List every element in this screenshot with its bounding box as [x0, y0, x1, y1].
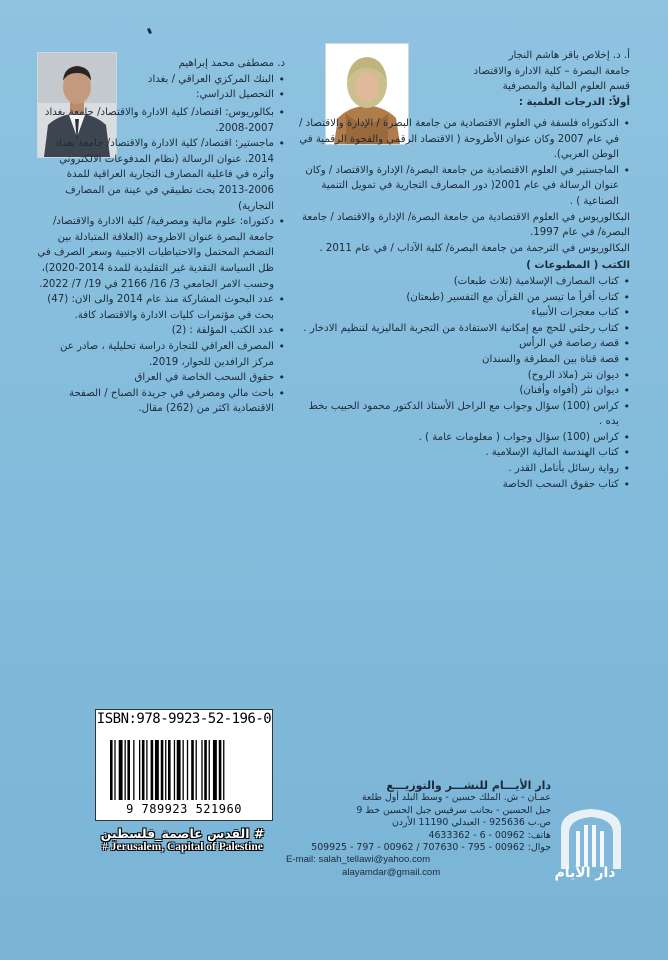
author-left-master: • ماجستير: اقتصاد/ كلية الادارة والاقتصاد/ جامعة بغداد 2014. عنوان الرسالة (نظام المدفوعات الالكتروني وأثره في فاعلية المصارف التجارية العراقية للمدة 2006-2013 بحث تطبيقي في عينة من المصارف التجارية)	[36, 136, 285, 214]
publisher-address-2: جبل الحسين - بجانب سرفيس جبل الحسين خط 9	[356, 804, 551, 816]
barcode-bar	[174, 740, 175, 800]
barcode-bar	[201, 740, 202, 800]
barcode-bar	[168, 740, 171, 800]
list-item: • كتاب أقرأ ما تيسر من القرآن مع التفسير (طبعتان)	[296, 290, 630, 306]
publisher-email-1: salah_tellawi@yahoo.com	[318, 854, 431, 866]
barcode-bar	[219, 740, 222, 800]
author-left-education-heading: • التحصيل الدراسي:	[120, 87, 285, 103]
isbn-label: ISBN:978-9923-52-196-0	[96, 711, 272, 727]
author-left-workplace: • البنك المركزي العراقي / بغداد	[120, 72, 285, 88]
author-right-phd: • الدكتوراه فلسفة في العلوم الاقتصادية من جامعة البصرة / الإدارة والاقتصاد / في عام 2007 وكان عنوان الأطروحة ( الاقتصاد الرقمي والفجوة الرقمية في الوطن العربي).	[296, 116, 630, 163]
publisher-name: دار الأيـــام للنشـــر والتوزيـــع	[386, 779, 551, 792]
barcode-bar	[146, 740, 147, 800]
author-right-bio	[412, 48, 630, 110]
publisher-email-2: alayamdar@gmail.com	[342, 866, 441, 878]
author-left-books-count: • عدد الكتب المؤلفة : (2)	[36, 323, 285, 339]
barcode-bar	[127, 740, 130, 800]
publisher-info	[286, 780, 551, 879]
publisher-phone: هاتف: 00962 - 6 - 4633362	[428, 829, 551, 841]
list-item: • قصة رصاصة في الرأس	[296, 336, 630, 352]
email-label: E-mail:	[286, 854, 316, 866]
list-item: • قصة قناة بين المطرقة والسندان	[296, 352, 630, 368]
list-item: • كتاب رحلتي للحج مع إمكانية الاستفادة من التجربة الماليزية لتنظيم الادخار .	[296, 321, 630, 337]
barcode-bar	[165, 740, 166, 800]
barcode-bar	[177, 740, 181, 800]
publisher-pobox: ص.ب 925636 - العبدلي 11190 الأردن	[391, 817, 551, 829]
list-item: • كراس (100) سؤال وجواب ( معلومات عامة ) .	[296, 430, 630, 446]
author-left-research: • عدد البحوث المشاركة منذ عام 2014 والى الان: (47) بحث في مؤتمرات كليات الادارة والاقتصاد كافة.	[36, 292, 285, 323]
barcode-bar	[151, 740, 154, 800]
author-right-books-list	[296, 274, 630, 492]
list-item: • كتاب المصارف الإسلامية (ثلاث طبعات)	[296, 274, 630, 290]
author-right-bachelor-econ: البكالوريوس في العلوم الاقتصادية من جامعة البصرة/ الإدارة والاقتصاد / جامعة البصرة/ في عام 1997.	[301, 211, 630, 239]
author-right-master: • الماجستير في العلوم الاقتصادية من جامعة البصرة/ الإدارة والاقتصاد / وكان عنوان الرسالة في عام 2001( دور المصارف التجارية في تمويل التنمية الصناعية ) .	[296, 163, 630, 210]
barcode-bar	[191, 740, 194, 800]
barcode-bar	[183, 740, 184, 800]
author-right-books-heading: الكتب ( المطبوعات )	[526, 260, 630, 272]
author-right-name: أ. د. إخلاص باقر هاشم النجار	[508, 50, 630, 61]
author-left-bio	[120, 56, 285, 103]
barcode-bar	[196, 740, 197, 800]
author-right-details	[296, 116, 630, 492]
publisher-logo-icon	[551, 807, 631, 869]
list-item: • كراس (100) سؤال وجواب مع الراحل الأستاذ الدكتور محمود الحبيب بخط يده .	[296, 399, 630, 430]
barcode-bar	[125, 740, 126, 800]
author-right-affiliation: جامعة البصرة – كلية الادارة والاقتصاد	[473, 65, 630, 77]
barcode-bar	[161, 740, 164, 800]
isbn-barcode	[95, 709, 273, 821]
barcode-bar	[204, 740, 207, 800]
author-left-name: د. مصطفى محمد إبراهيم	[178, 58, 285, 69]
barcode-bar	[110, 740, 113, 800]
slogan-english: # Jerusalem, Capital of Palestine	[102, 841, 263, 853]
jerusalem-slogan	[80, 826, 285, 853]
barcode-bar	[223, 740, 224, 800]
list-item: • ديوان نثر (أفواه وأفنان)	[296, 383, 630, 399]
barcode-bar	[209, 740, 210, 800]
barcode-bar	[187, 740, 188, 800]
isbn-digits: 9 789923 521960	[126, 802, 242, 816]
author-left-phd: • دكتوراه: علوم مالية ومصرفية/ كلية الادارة والاقتصاد/ جامعة البصرة عنوان الاطروحة (العلاقة المتبادلة بين التضخم المحتمل والاحتياطيات الاجنبية وسعر الصرف في ظل السياسة النقدية غير التقليدية للمدة 2014-2020)، وحسب الامر الجامعي 3/ 16/ 2166 في 19/ 7/ 2022.	[36, 214, 285, 292]
barcode-bar	[133, 740, 134, 800]
barcode-bar	[213, 740, 217, 800]
author-right-bachelor-trans: البكالوريوس في الترجمة من جامعة البصرة/ كلية الآداب / في عام 2011 .	[319, 242, 630, 254]
list-item: • كتاب الهندسة المالية الإسلامية .	[296, 445, 630, 461]
barcode-bar	[139, 740, 140, 800]
publisher-mobile: جوال: 00962 - 795 - 707630 / 00962 - 797 - 509925	[311, 842, 551, 854]
barcode-bar	[114, 740, 115, 800]
publisher-email-line	[286, 854, 551, 866]
publisher-address-1: عمـان - ش. الملك حسين - وسط البلد أول طلعة	[361, 792, 551, 804]
author-left-book-2: • حقوق السحب الخاصة في العراق	[36, 370, 285, 386]
publisher-logo-text: دار الأيام	[554, 865, 616, 881]
barcode-bars	[110, 740, 258, 800]
author-left-book-1: • المصرف العراقي للتجارة دراسة تحليلية ، صادر عن مركز الرافدين للحوار، 2019.	[36, 339, 285, 370]
author-right-department: قسم العلوم المالية والمصرفية	[502, 81, 630, 93]
barcode-bar	[119, 740, 123, 800]
author-left-details	[36, 105, 285, 417]
list-item: • ديوان نثر (ملاذ الروح)	[296, 368, 630, 384]
barcode-bar	[142, 740, 145, 800]
author-left-articles: • باحث مالي ومصرفي في جريدة الصباح / الصفحة الاقتصادية اكثر من (262) مقال.	[36, 386, 285, 417]
slogan-arabic: # القدس عاصمة_فلسطين	[100, 826, 265, 841]
list-item: • كتاب معجزات الأنبياء	[296, 305, 630, 321]
author-left-bachelor: • بكالوريوس: اقتصاد/ كلية الادارة والاقتصاد/ جامعة بغداد 2007-2008.	[36, 105, 285, 136]
list-item: • رواية رسائل بأنامل القدر .	[296, 461, 630, 477]
author-right-degrees-heading: أولاً: الدرجات العلمية :	[518, 96, 630, 108]
barcode-bar	[155, 740, 159, 800]
list-item: • كتاب حقوق السحب الخاصة	[296, 477, 630, 493]
ink-mark	[147, 28, 152, 35]
